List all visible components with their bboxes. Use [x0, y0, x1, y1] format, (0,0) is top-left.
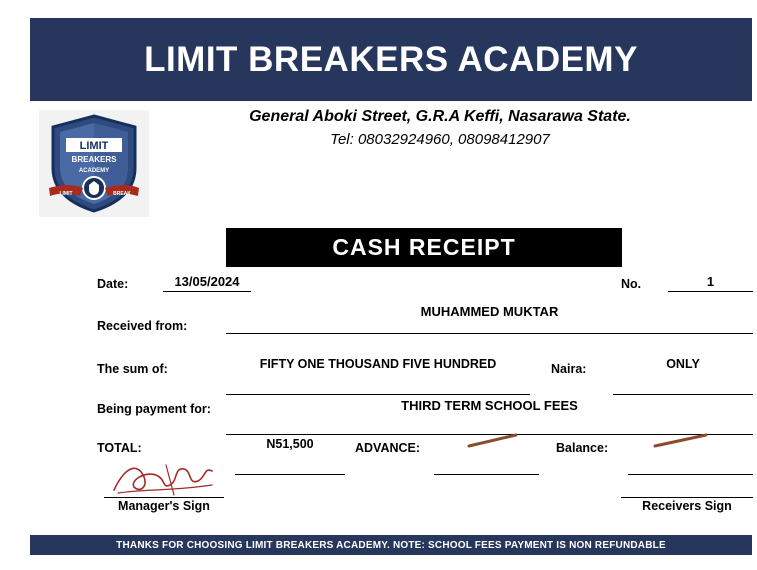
total-value: N51,500 — [266, 437, 314, 451]
payment-for-value: THIRD TERM SCHOOL FEES — [401, 398, 578, 413]
total-input[interactable] — [235, 455, 345, 475]
receivers-sign-label: Receivers Sign — [642, 499, 732, 513]
balance-handwritten-dash — [652, 432, 714, 450]
naira-input[interactable] — [613, 375, 753, 395]
academy-logo — [39, 110, 149, 217]
advance-handwritten-dash — [466, 432, 522, 450]
academy-name-title: LIMIT BREAKERS ACADEMY — [144, 39, 638, 79]
number-value: 1 — [706, 274, 715, 289]
received-from-value: MUHAMMED MUKTAR — [420, 304, 559, 319]
received-from-label: Received from: — [97, 319, 188, 333]
svg-text:BREAKERS: BREAKERS — [71, 155, 117, 164]
svg-text:ACADEMY: ACADEMY — [78, 168, 110, 174]
manager-signature-mark — [104, 455, 224, 500]
balance-input[interactable] — [628, 455, 753, 475]
receivers-sign-line[interactable] — [621, 497, 753, 498]
cash-receipt-banner-label: CASH RECEIPT — [332, 234, 516, 260]
advance-label: ADVANCE: — [355, 441, 421, 455]
footer-banner — [30, 535, 752, 555]
naira-label: Naira: — [551, 362, 587, 376]
date-value: 13/05/2024 — [174, 274, 240, 289]
naira-value: ONLY — [666, 357, 700, 371]
date-label: Date: — [97, 277, 129, 291]
manager-sign-line[interactable] — [104, 497, 224, 498]
cash-receipt-banner — [226, 228, 622, 267]
payment-for-label: Being payment for: — [97, 402, 211, 416]
svg-text:LIMIT: LIMIT — [59, 191, 73, 197]
footer-note: THANKS FOR CHOOSING LIMIT BREAKERS ACADEMY. NOTE: SCHOOL FEES PAYMENT IS NON REFUNDABLE — [116, 539, 666, 551]
sum-of-input[interactable] — [226, 375, 530, 395]
manager-sign-label: Manager's Sign — [118, 499, 210, 513]
total-label: TOTAL: — [97, 441, 142, 455]
balance-label: Balance: — [556, 441, 609, 455]
sum-of-value: FIFTY ONE THOUSAND FIVE HUNDRED — [259, 357, 497, 371]
advance-input[interactable] — [434, 455, 539, 475]
number-label: No. — [621, 277, 642, 291]
sum-of-label: The sum of: — [97, 362, 168, 376]
address-block — [160, 108, 720, 148]
svg-text:LIMIT: LIMIT — [79, 140, 109, 152]
svg-text:BREAK: BREAK — [113, 191, 131, 197]
header-banner — [30, 18, 752, 101]
address-street: General Aboki Street, G.R.A Keffi, Nasarawa State. — [249, 108, 631, 125]
address-phone: Tel: 08032924960, 08098412907 — [330, 131, 550, 148]
shield-logo-icon — [39, 110, 149, 217]
